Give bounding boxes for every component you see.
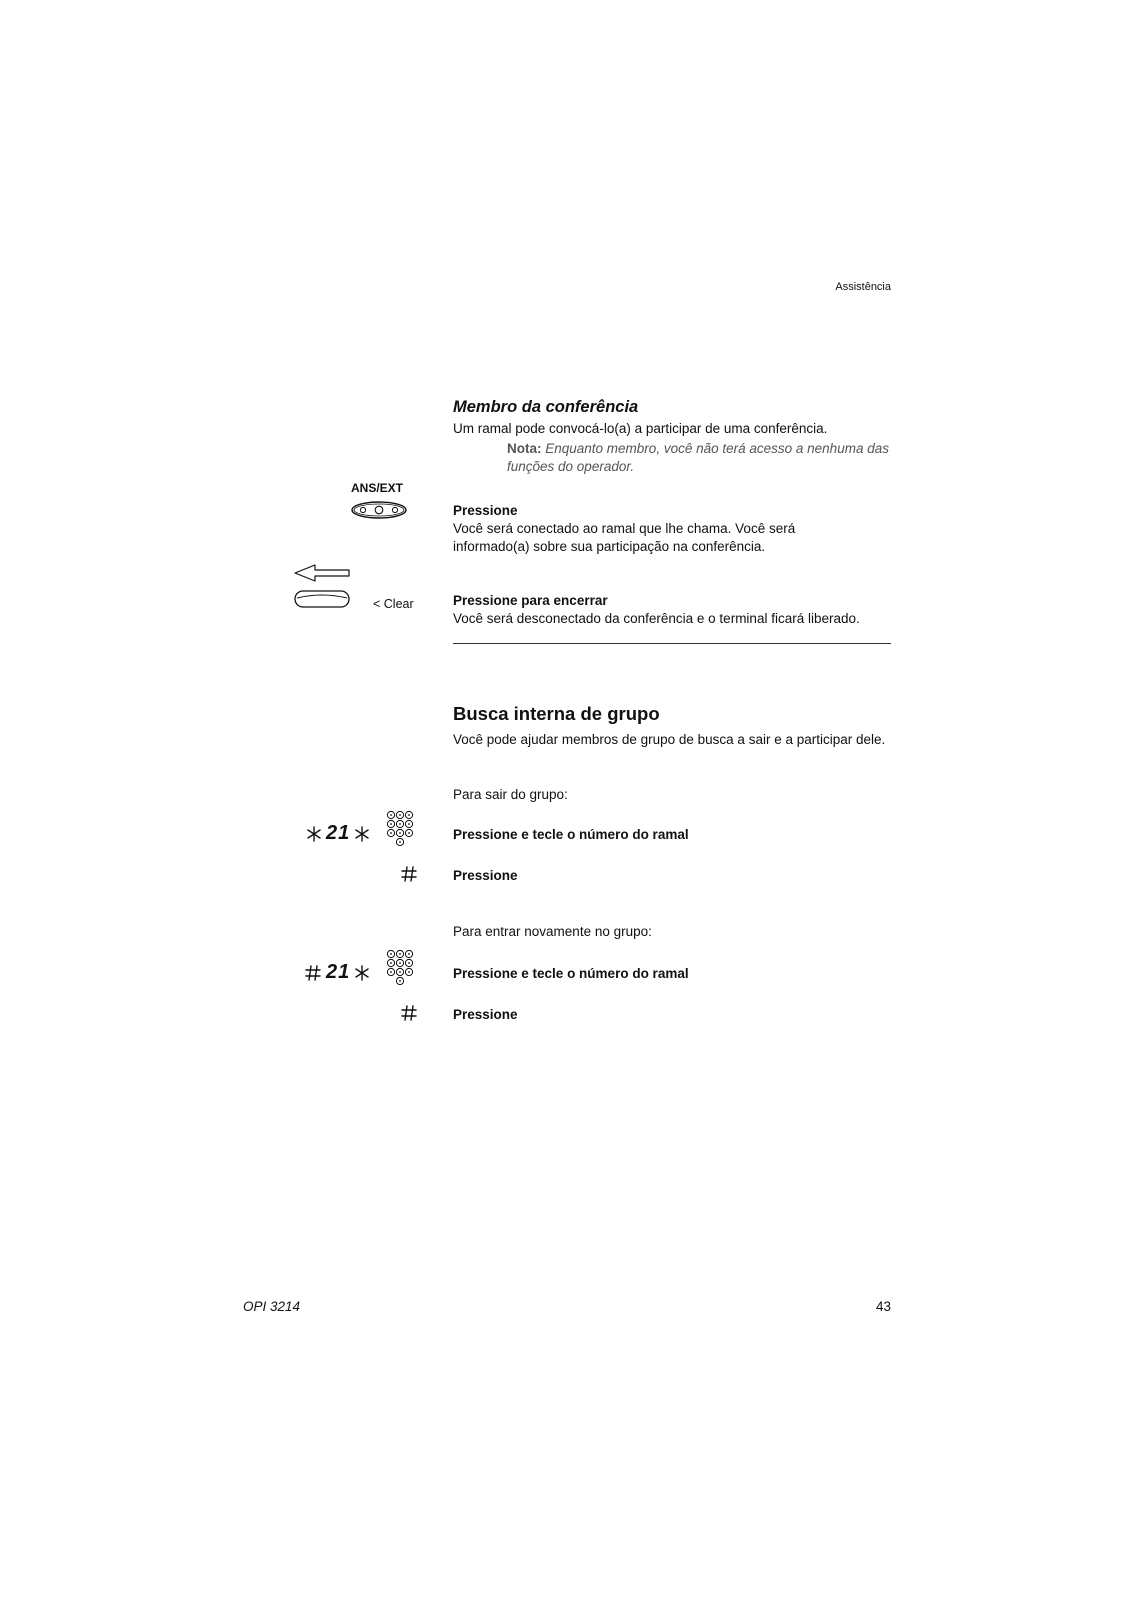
step1-text: Você será conectado ao ramal que lhe chama. Você será informado(a) sobre sua participação na conferência. (453, 521, 796, 554)
header-section-title: Assistência (835, 281, 891, 293)
hunt-title: Busca interna de grupo (453, 703, 660, 724)
clear-key-icon (293, 563, 353, 611)
asterisk-icon (353, 825, 371, 843)
ans-ext-key-icon (350, 500, 408, 520)
keypad-icon (386, 949, 416, 989)
step2-title: Pressione para encerrar (453, 593, 608, 608)
leave-step: Pressione e tecle o número do ramal (453, 827, 689, 842)
hunt-intro: Você pode ajudar membros de grupo de busca a sair e a participar dele. (453, 732, 886, 747)
hash-key-icon (401, 866, 417, 882)
leave-code-digits: 21 (326, 822, 351, 844)
join-code (305, 961, 371, 984)
hash-key-icon (401, 1005, 417, 1021)
join-label: Para entrar novamente no grupo: (453, 924, 652, 939)
leave-label: Para sair do grupo: (453, 787, 568, 802)
hash-icon (305, 965, 321, 981)
section-divider (453, 643, 891, 644)
leave-confirm: Pressione (453, 868, 518, 883)
note-text: Enquanto membro, você não terá acesso a nenhuma das funções do operador. (507, 441, 889, 474)
asterisk-icon (305, 825, 323, 843)
asterisk-icon (353, 964, 371, 982)
join-confirm: Pressione (453, 1007, 518, 1022)
page-number: 43 (875, 1299, 891, 1314)
note-label: Nota: (507, 441, 542, 456)
keypad-icon (386, 810, 416, 850)
ans-ext-key-label: ANS/EXT (351, 481, 404, 495)
step1-title: Pressione (453, 503, 518, 518)
footer-model: OPI 3214 (243, 1299, 301, 1314)
leave-code (305, 822, 371, 845)
join-step: Pressione e tecle o número do ramal (453, 966, 689, 981)
conference-intro: Um ramal pode convocá-lo(a) a participar de uma conferência. (453, 421, 828, 436)
conference-note (507, 440, 892, 476)
step2-text: Você será desconectado da conferência e o terminal ficará liberado. (453, 611, 860, 626)
clear-key-label: < Clear (373, 597, 414, 611)
conference-title: Membro da conferência (453, 398, 639, 416)
join-code-digits: 21 (326, 961, 351, 983)
